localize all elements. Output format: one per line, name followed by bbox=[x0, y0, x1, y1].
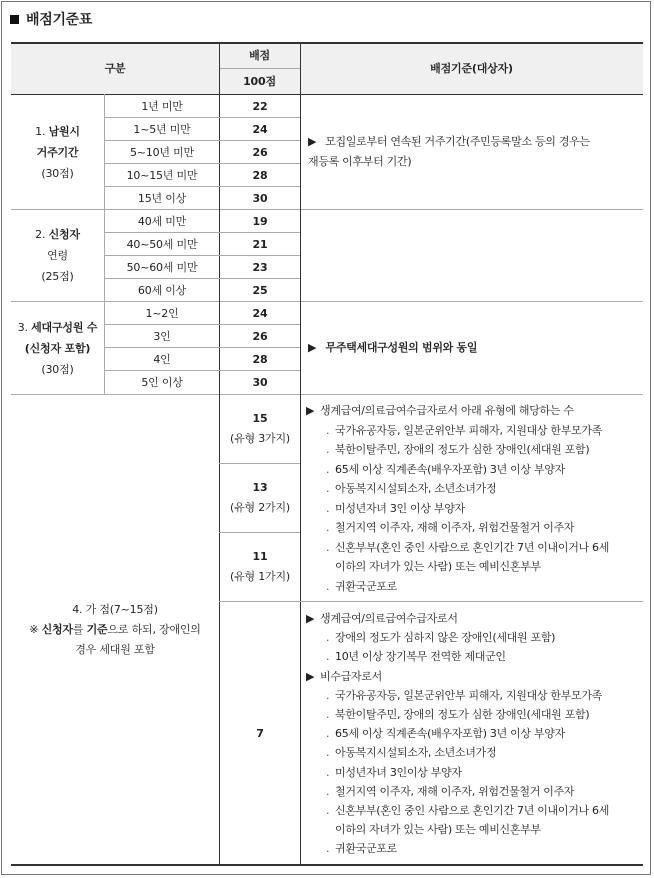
square-bullet-icon bbox=[10, 15, 19, 24]
section-2-category: 2. 신청자 연령 (25점) bbox=[35, 228, 80, 283]
score-value: 23 bbox=[252, 260, 268, 274]
range-label: 4인 bbox=[153, 352, 171, 366]
score-value: 28 bbox=[252, 352, 268, 366]
triangle-bullet-icon: ▶ bbox=[306, 669, 315, 683]
header-score: 배점 bbox=[219, 43, 300, 68]
range-label: 3인 bbox=[153, 329, 171, 343]
section-3-criteria: ▶ 무주택세대구성원의 범위와 동일 bbox=[308, 338, 640, 358]
score-value: 22 bbox=[252, 99, 268, 113]
range-label: 40~50세 미만 bbox=[126, 237, 198, 251]
range-label: 5인 이상 bbox=[141, 376, 183, 389]
range-label: 10~15년 미만 bbox=[126, 168, 198, 182]
range-label: 1년 미만 bbox=[141, 99, 183, 113]
triangle-bullet-icon: ▶ bbox=[308, 135, 317, 148]
triangle-bullet-icon: ▶ bbox=[308, 341, 317, 354]
score-value: 25 bbox=[252, 283, 268, 297]
range-label: 15년 이상 bbox=[137, 191, 187, 205]
triangle-bullet-icon: ▶ bbox=[306, 612, 315, 625]
table-bottom-border bbox=[11, 864, 643, 866]
range-label: 40세 미만 bbox=[137, 214, 187, 228]
range-label: 50~60세 미만 bbox=[126, 260, 198, 274]
score-value: 19 bbox=[252, 214, 268, 228]
group-1-criteria: ▶ 생계급여/의료급여수급자로서 아래 유형에 해당하는 수 . 국가유공자등, 일본군위안부 피해자, 지원대상 한부모가족 . 북한이탈주민, 장애의 정도가 심한 장애인(세대원 포함) . 65세 이상 직계존속(배우자포함) 3년 이상 부양자 . 아동복지시설퇴소자, 소년소녀가정 . 미성년자녀 3인 이상 부양자 . 철거지역 이주자, 재해 이주자, 위험건물철거 이주자 . 신혼부부(혼인 중인 사람으로 혼인기간 7년 이내이거나 6세 이하의 자녀가 있는 사람) 또는 예비신혼부부 . 귀환국군포로 bbox=[306, 401, 642, 596]
header-criteria: 배점기준(대상자) bbox=[300, 43, 643, 94]
score-value: 21 bbox=[252, 237, 268, 251]
range-label: 1~2인 bbox=[145, 306, 179, 320]
score-value: 26 bbox=[252, 329, 268, 343]
score-value: 26 bbox=[252, 145, 268, 159]
table-top-border bbox=[11, 42, 643, 44]
section-1-criteria: ▶ 모집일로부터 연속된 거주기간(주민등록말소 등의 경우는 재등록 이후부터 기간) bbox=[308, 132, 640, 171]
bonus-score-13: 13 (유형 2가지) bbox=[230, 481, 290, 514]
bonus-score-11: 11 (유형 1가지) bbox=[230, 550, 290, 583]
header-score-divider bbox=[219, 68, 300, 69]
bonus-score-7: 7 bbox=[256, 726, 264, 740]
group-2-criteria: ▶ 생계급여/의료급여수급자로서 . 장애의 정도가 심하지 않은 장애인(세대원 포함) . 10년 이상 장기복무 전역한 제대군인 ▶ 비수급자로서 . 국가유공자등, 일본군위안부 피해자, 지원대상 한부모가족 . 북한이탈주민, 장애의 정도가 심한 장애인(세대원 포함) . 65세 이상 직계존속(배우자포함) 3년 이상 부양자 . 아동복지시설퇴소자, 소년소녀가정 . 미성년자녀 3인이상 부양자 . 철거지역 이주자, 재해 이주자, 위험건물철거 이주자 . 신혼부부(혼인 중인 사람으로 혼인기간 7년 이내이거나 6세 이하의 자녀가 있는 사람) 또는 예비신혼부부 . 귀환국군포로 bbox=[306, 609, 642, 859]
score-value: 30 bbox=[252, 376, 268, 389]
range-label: 1~5년 미만 bbox=[133, 122, 191, 136]
header-category: 구분 bbox=[11, 43, 219, 94]
score-value: 28 bbox=[252, 168, 268, 182]
document-title: 배점기준표 bbox=[10, 9, 92, 29]
bonus-score-15: 15 (유형 3가지) bbox=[230, 412, 290, 445]
section-1-category: 1. 남원시 거주기간 (30점) bbox=[35, 124, 80, 180]
header-total: 100점 bbox=[219, 68, 300, 94]
vertical-divider-score-right bbox=[300, 43, 301, 865]
section-4-category: 4. 가 점(7~15점) ※ 신청자를 기준으로 하되, 장애인의 경우 세대원 포함 bbox=[29, 602, 201, 656]
section-3-category: 3. 세대구성원 수 (신청자 포함) (30점) bbox=[17, 320, 98, 376]
score-value: 24 bbox=[252, 122, 268, 136]
triangle-bullet-icon: ▶ bbox=[306, 404, 315, 417]
score-value: 24 bbox=[252, 306, 268, 320]
range-label: 60세 이상 bbox=[137, 283, 187, 297]
score-value: 30 bbox=[252, 191, 268, 205]
range-label: 5~10년 미만 bbox=[130, 145, 194, 159]
